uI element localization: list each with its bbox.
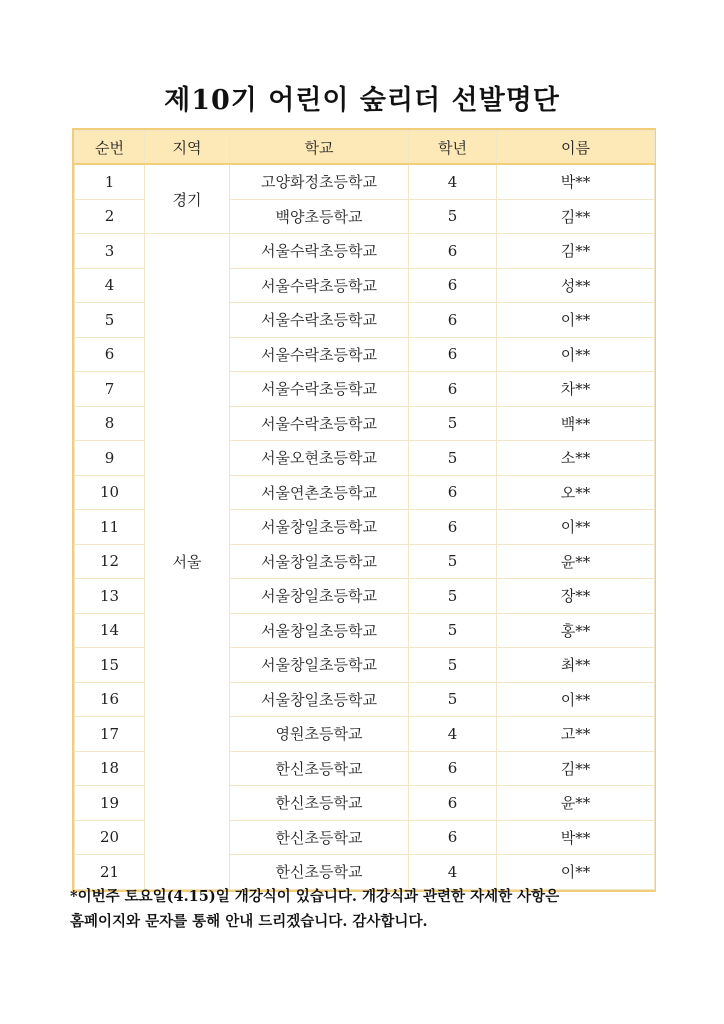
- cell-school: 서울창일초등학교: [230, 510, 409, 545]
- cell-school: 서울창일초등학교: [230, 579, 409, 614]
- cell-student-name: 김**: [497, 234, 655, 269]
- cell-school: 서울오현초등학교: [230, 441, 409, 476]
- header-grade: 학년: [409, 131, 497, 165]
- cell-school: 한신초등학교: [230, 786, 409, 821]
- table-header-row: [75, 131, 655, 165]
- cell-school: 서울연촌초등학교: [230, 475, 409, 510]
- cell-number: 8: [75, 406, 145, 441]
- cell-number: 16: [75, 682, 145, 717]
- cell-number: 7: [75, 372, 145, 407]
- cell-number: 5: [75, 303, 145, 338]
- cell-number: 2: [75, 199, 145, 234]
- notice-text: [70, 884, 670, 934]
- cell-student-name: 백**: [497, 406, 655, 441]
- cell-number: 18: [75, 751, 145, 786]
- cell-student-name: 이**: [497, 682, 655, 717]
- cell-school: 서울수락초등학교: [230, 406, 409, 441]
- notice-line-1: *이번주 토요일(4.15)일 개강식이 있습니다. 개강식과 관련한 자세한 사항은: [70, 888, 560, 905]
- cell-number: 9: [75, 441, 145, 476]
- cell-number: 15: [75, 648, 145, 683]
- cell-number: 21: [75, 855, 145, 890]
- cell-number: 11: [75, 510, 145, 545]
- cell-grade: 6: [409, 337, 497, 372]
- cell-student-name: 성**: [497, 268, 655, 303]
- cell-student-name: 고**: [497, 717, 655, 752]
- header-region: 지역: [145, 131, 230, 165]
- notice-line-2: 홈페이지와 문자를 통해 안내 드리겠습니다. 감사합니다.: [70, 913, 428, 930]
- cell-grade: 5: [409, 199, 497, 234]
- cell-student-name: 오**: [497, 475, 655, 510]
- cell-student-name: 김**: [497, 751, 655, 786]
- cell-school: 서울수락초등학교: [230, 303, 409, 338]
- cell-grade: 5: [409, 613, 497, 648]
- cell-number: 10: [75, 475, 145, 510]
- cell-student-name: 이**: [497, 855, 655, 890]
- cell-grade: 6: [409, 372, 497, 407]
- cell-student-name: 박**: [497, 164, 655, 199]
- cell-number: 20: [75, 820, 145, 855]
- cell-student-name: 소**: [497, 441, 655, 476]
- cell-grade: 6: [409, 234, 497, 269]
- cell-student-name: 박**: [497, 820, 655, 855]
- page-title: 제10기 어린이 숲리더 선발명단: [164, 85, 560, 116]
- cell-region: 경기: [145, 164, 230, 234]
- cell-grade: 5: [409, 579, 497, 614]
- cell-grade: 4: [409, 855, 497, 890]
- cell-number: 12: [75, 544, 145, 579]
- cell-grade: 5: [409, 441, 497, 476]
- cell-school: 백양초등학교: [230, 199, 409, 234]
- cell-grade: 6: [409, 510, 497, 545]
- cell-student-name: 최**: [497, 648, 655, 683]
- cell-school: 서울창일초등학교: [230, 682, 409, 717]
- cell-grade: 5: [409, 648, 497, 683]
- cell-grade: 4: [409, 717, 497, 752]
- cell-grade: 5: [409, 682, 497, 717]
- cell-student-name: 이**: [497, 337, 655, 372]
- cell-student-name: 김**: [497, 199, 655, 234]
- cell-school: 한신초등학교: [230, 751, 409, 786]
- cell-number: 13: [75, 579, 145, 614]
- header-name: 이름: [497, 131, 655, 165]
- cell-school: 서울수락초등학교: [230, 268, 409, 303]
- cell-school: 한신초등학교: [230, 820, 409, 855]
- cell-grade: 6: [409, 268, 497, 303]
- cell-grade: 6: [409, 751, 497, 786]
- cell-school: 고양화정초등학교: [230, 164, 409, 199]
- cell-grade: 6: [409, 786, 497, 821]
- cell-school: 서울창일초등학교: [230, 544, 409, 579]
- header-school: 학교: [230, 131, 409, 165]
- cell-grade: 6: [409, 820, 497, 855]
- cell-student-name: 윤**: [497, 786, 655, 821]
- cell-grade: 5: [409, 544, 497, 579]
- cell-school: 서울수락초등학교: [230, 372, 409, 407]
- table-body: [75, 164, 655, 889]
- cell-number: 3: [75, 234, 145, 269]
- cell-number: 19: [75, 786, 145, 821]
- cell-grade: 6: [409, 475, 497, 510]
- cell-school: 서울수락초등학교: [230, 337, 409, 372]
- cell-grade: 6: [409, 303, 497, 338]
- cell-school: 서울수락초등학교: [230, 234, 409, 269]
- cell-student-name: 차**: [497, 372, 655, 407]
- roster-table-container: [72, 128, 656, 892]
- cell-number: 17: [75, 717, 145, 752]
- header-number: 순번: [75, 131, 145, 165]
- cell-school: 서울창일초등학교: [230, 648, 409, 683]
- cell-student-name: 이**: [497, 510, 655, 545]
- cell-school: 한신초등학교: [230, 855, 409, 890]
- cell-school: 영원초등학교: [230, 717, 409, 752]
- cell-number: 14: [75, 613, 145, 648]
- cell-student-name: 홍**: [497, 613, 655, 648]
- cell-student-name: 이**: [497, 303, 655, 338]
- cell-student-name: 장**: [497, 579, 655, 614]
- cell-number: 1: [75, 164, 145, 199]
- cell-region: 서울: [145, 234, 230, 890]
- cell-student-name: 윤**: [497, 544, 655, 579]
- cell-grade: 4: [409, 164, 497, 199]
- cell-school: 서울창일초등학교: [230, 613, 409, 648]
- roster-table: [74, 130, 655, 890]
- table-row: [75, 234, 655, 269]
- cell-number: 6: [75, 337, 145, 372]
- cell-number: 4: [75, 268, 145, 303]
- table-row: [75, 164, 655, 199]
- cell-grade: 5: [409, 406, 497, 441]
